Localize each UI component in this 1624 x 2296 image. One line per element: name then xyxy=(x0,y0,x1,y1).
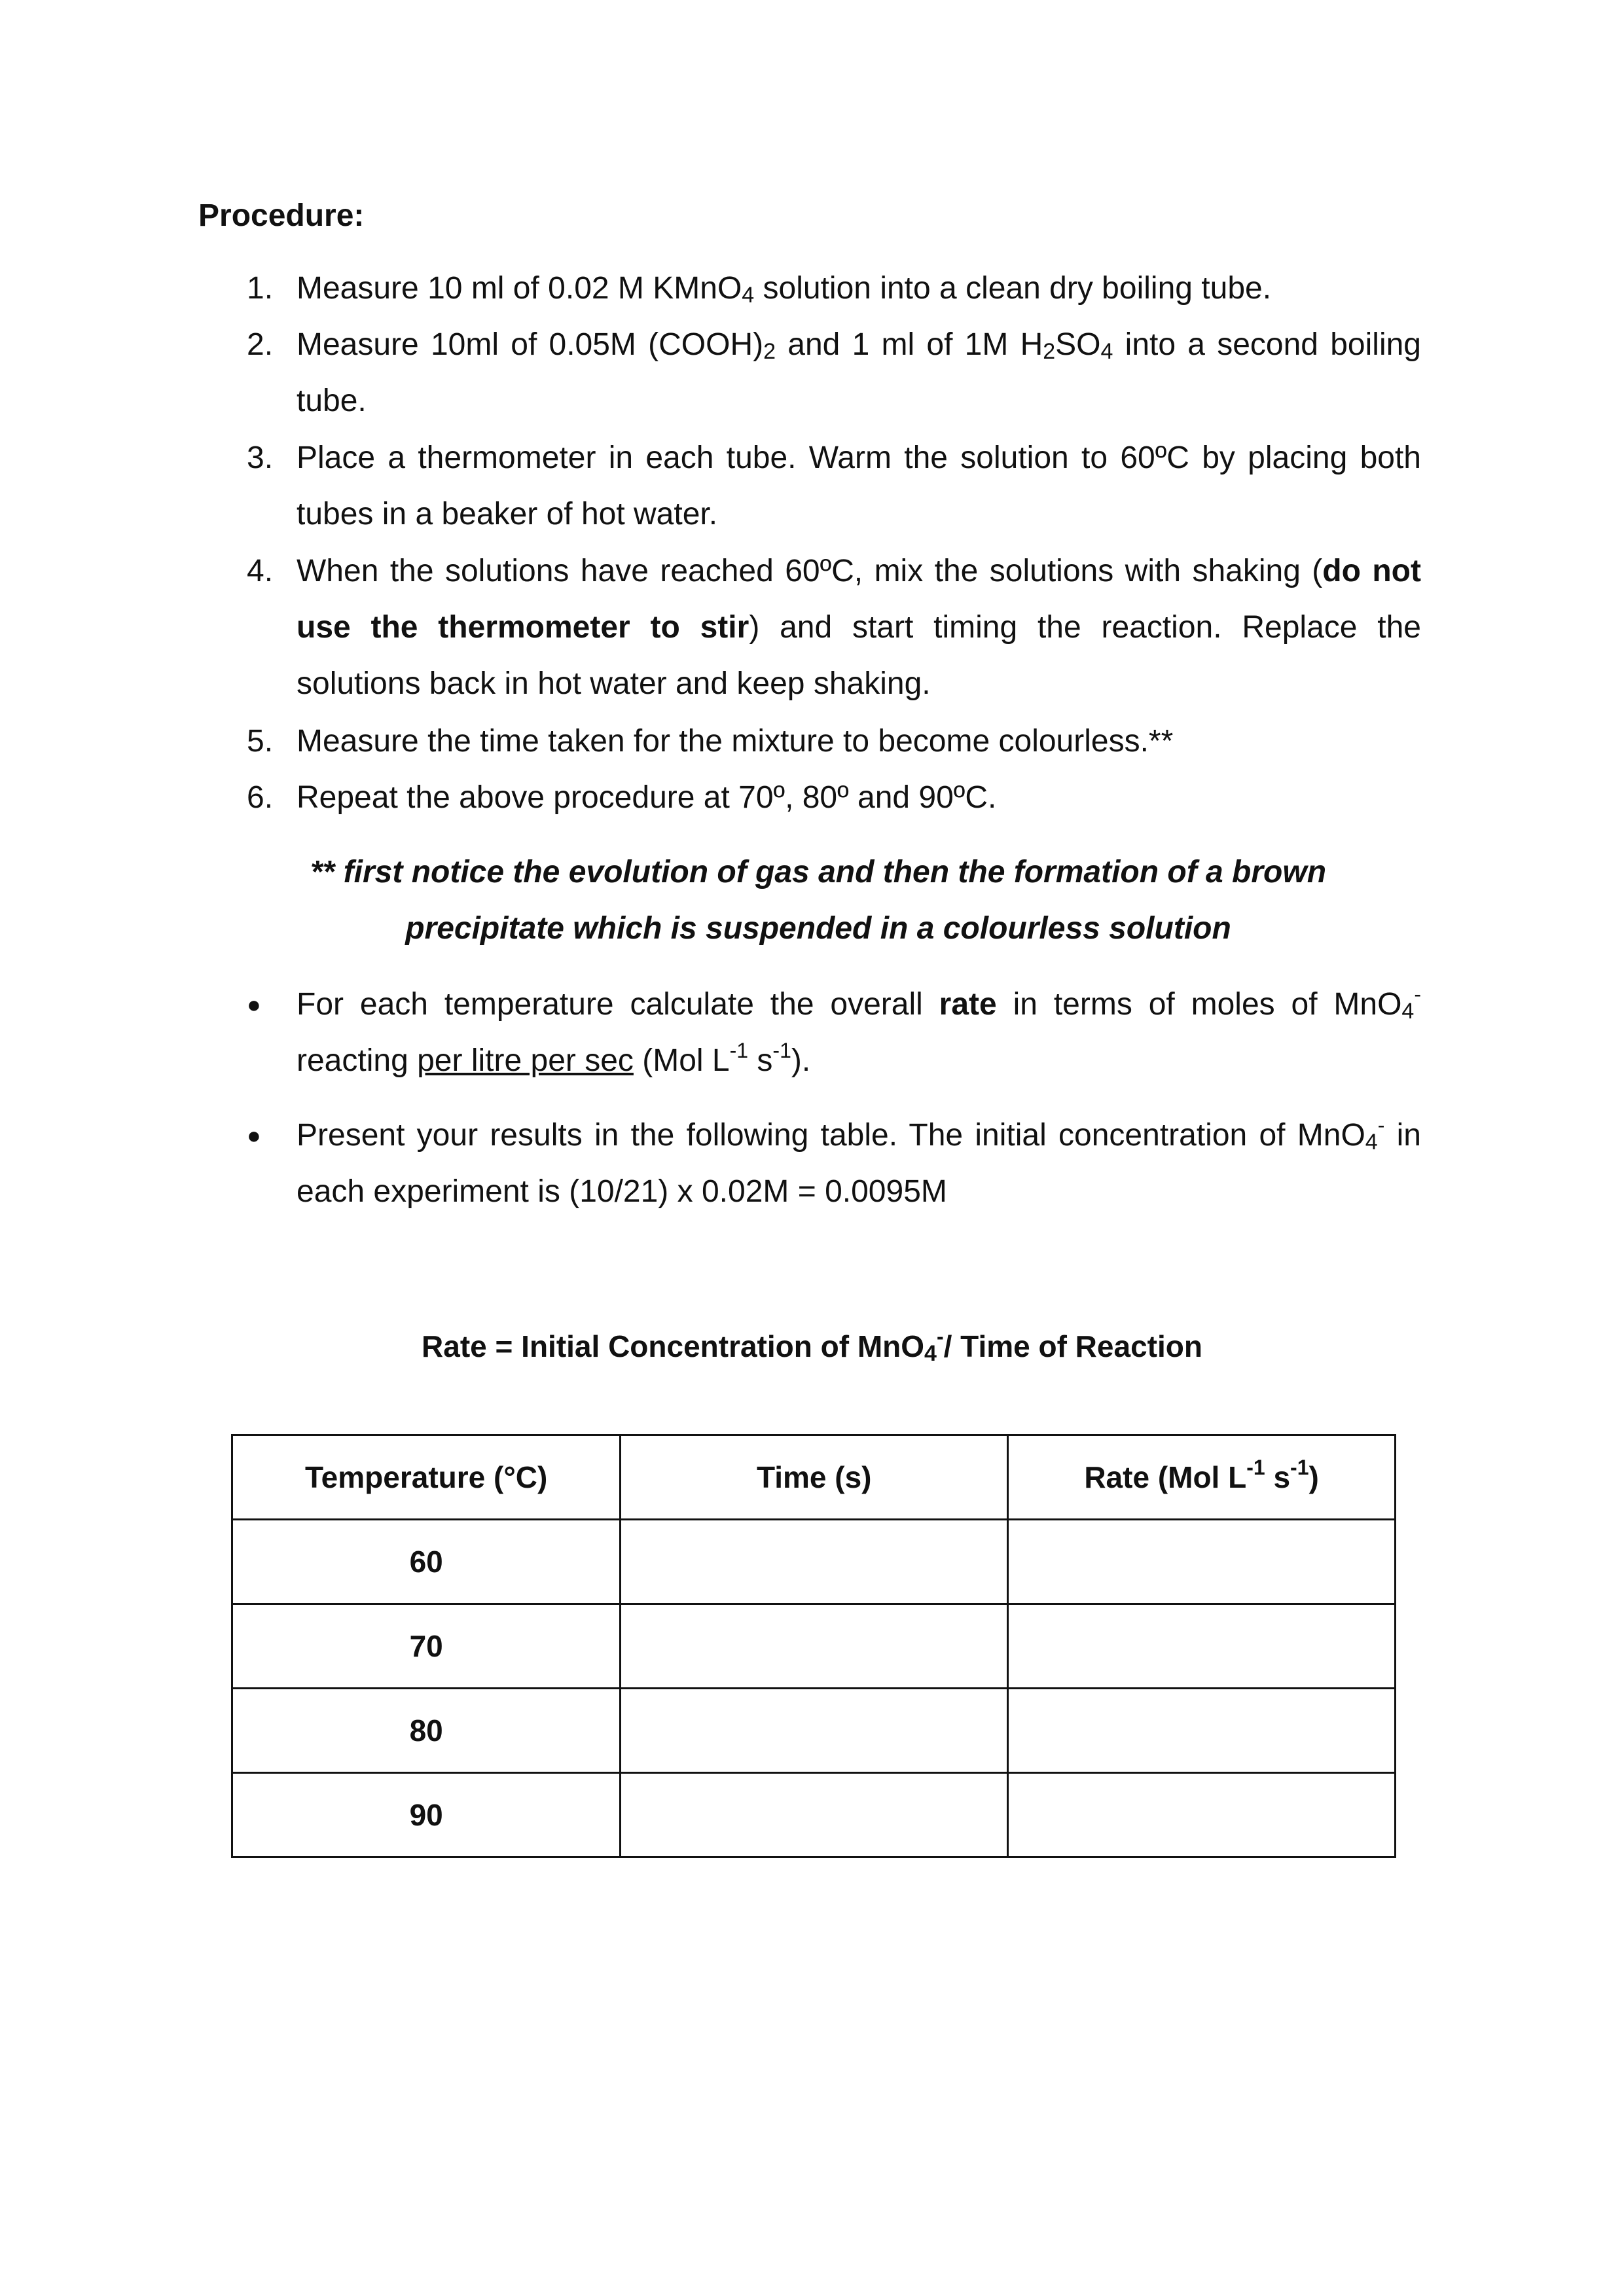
temperature-cell: 60 xyxy=(232,1520,621,1604)
step-text: When the solutions have reached 60ºC, mix the solutions with shaking (do not use the thermometer to stir) and start timing the reaction. Replace the solutions back in hot water and keep shaking. xyxy=(297,554,1422,701)
table-row xyxy=(232,1604,1396,1689)
step-number: 5. xyxy=(247,724,274,759)
temperature-cell: 90 xyxy=(232,1773,621,1857)
header-rate: Rate (Mol $L^{-1}$ $s^{-1}$) xyxy=(1008,1435,1396,1520)
procedure-step-5 xyxy=(247,713,1421,770)
step-number: 4. xyxy=(247,554,274,588)
procedure-step-3 xyxy=(247,430,1421,543)
step-number: 6. xyxy=(247,780,274,815)
step-number: 2. xyxy=(247,327,274,362)
bullet-text: For each temperature calculate the overall rate in terms of moles of MnO$_4$- reacting per litre per sec (Mol $L^{-1}$ $s^{-1}$). xyxy=(297,982,1421,1078)
rate-cell[interactable] xyxy=(1008,1689,1396,1773)
results-table xyxy=(231,1434,1396,1858)
step-number: 1. xyxy=(247,271,274,306)
temperature-cell: 70 xyxy=(232,1604,621,1689)
table-header-row xyxy=(232,1435,1396,1520)
rate-cell[interactable] xyxy=(1008,1520,1396,1604)
temperature-cell: 80 xyxy=(232,1689,621,1773)
instruction-bullet-rate xyxy=(247,977,1421,1089)
step-text: Measure 10ml of 0.05M $(COOH)_2$ and 1 ml of 1M $H_2SO_4$ into a second boiling tube. xyxy=(297,327,1421,418)
time-cell[interactable] xyxy=(621,1689,1008,1773)
header-time: Time (s) xyxy=(621,1435,1008,1520)
step-number: 3. xyxy=(247,440,274,475)
step-text: Repeat the above procedure at 70º, 80º and 90ºC. xyxy=(297,780,997,815)
procedure-step-4 xyxy=(247,543,1421,712)
observation-note: ** first notice the evolution of gas and then the formation of a brown precipitate which is suspended in a colourless solution xyxy=(310,855,1327,946)
bullet-icon: ● xyxy=(247,1122,261,1149)
table-row xyxy=(232,1520,1396,1604)
header-temperature: Temperature (°C) xyxy=(232,1435,621,1520)
rate-cell[interactable] xyxy=(1008,1773,1396,1857)
bullet-icon: ● xyxy=(247,991,261,1018)
step-text: Place a thermometer in each tube. Warm the solution to 60ºC by placing both tubes in a beaker of hot water. xyxy=(297,440,1421,531)
rate-cell[interactable] xyxy=(1008,1604,1396,1689)
time-cell[interactable] xyxy=(621,1773,1008,1857)
step-text: Measure the time taken for the mixture to become colourless.** xyxy=(297,724,1174,759)
rate-formula: Rate = Initial Concentration of MnO$_4$-/ Time of Reaction xyxy=(422,1325,1202,1366)
procedure-heading: Procedure: xyxy=(198,198,365,233)
time-cell[interactable] xyxy=(621,1604,1008,1689)
step-text: Measure 10 ml of 0.02 M KMnO$_4$ solution into a clean dry boiling tube. xyxy=(297,271,1272,308)
instruction-bullet-table xyxy=(247,1107,1421,1220)
time-cell[interactable] xyxy=(621,1520,1008,1604)
procedure-step-2 xyxy=(247,317,1421,429)
table-row xyxy=(232,1773,1396,1857)
procedure-step-6 xyxy=(247,770,1421,826)
table-row xyxy=(232,1689,1396,1773)
procedure-step-1 xyxy=(247,260,1421,317)
bullet-text: Present your results in the following table. The initial concentration of MnO$_4$- in each experiment is (10/21) x 0.02M = 0.0095M xyxy=(297,1113,1421,1209)
